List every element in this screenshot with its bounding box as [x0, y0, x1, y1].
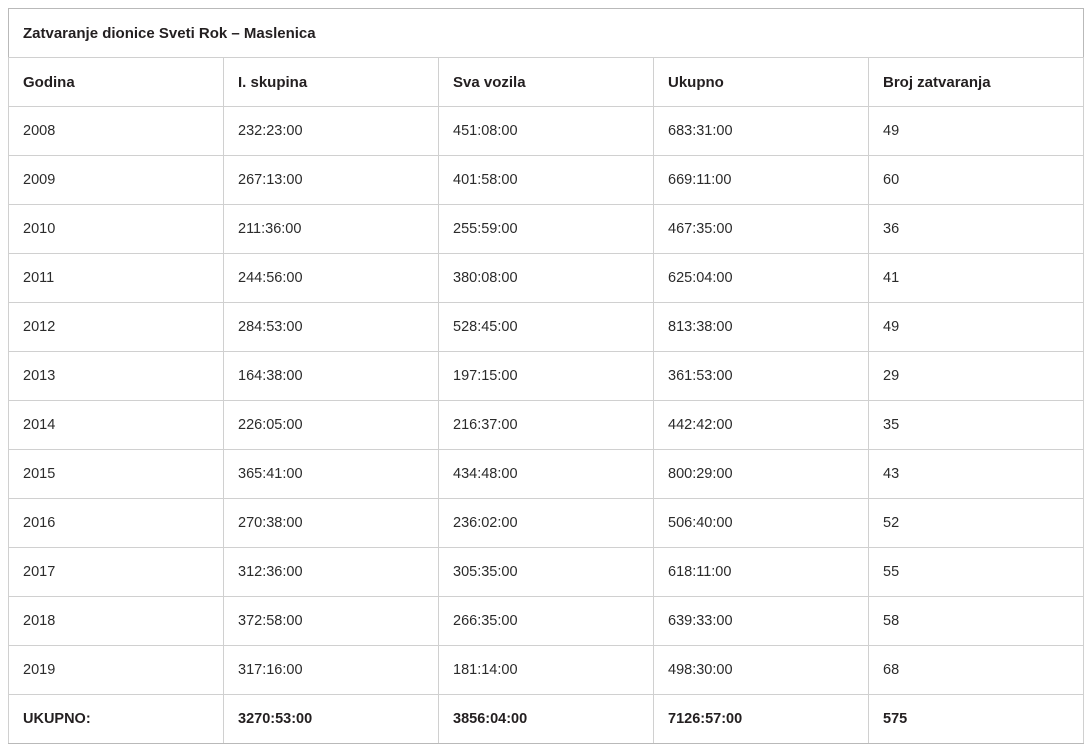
cell-sva-vozila: 197:15:00: [439, 352, 654, 401]
cell-godina: 2017: [9, 548, 224, 597]
cell-broj-zatvaranja: 68: [869, 646, 1084, 695]
table-body: [9, 9, 1084, 744]
table-caption-row: [9, 9, 1084, 58]
cell-godina: 2015: [9, 450, 224, 499]
cell-sva-vozila: 266:35:00: [439, 597, 654, 646]
table-row: [9, 107, 1084, 156]
cell-sva-vozila: 216:37:00: [439, 401, 654, 450]
cell-godina: 2013: [9, 352, 224, 401]
cell-sva-vozila: 255:59:00: [439, 205, 654, 254]
table-caption: Zatvaranje dionice Sveti Rok – Maslenica: [9, 9, 1084, 58]
cell-broj-zatvaranja: 60: [869, 156, 1084, 205]
cell-total-ukupno: 7126:57:00: [654, 695, 869, 744]
cell-ukupno: 683:31:00: [654, 107, 869, 156]
cell-i-skupina: 244:56:00: [224, 254, 439, 303]
cell-godina: 2016: [9, 499, 224, 548]
cell-godina: 2011: [9, 254, 224, 303]
cell-godina: 2008: [9, 107, 224, 156]
cell-total-sva-vozila: 3856:04:00: [439, 695, 654, 744]
cell-sva-vozila: 401:58:00: [439, 156, 654, 205]
cell-godina: 2010: [9, 205, 224, 254]
cell-ukupno: 639:33:00: [654, 597, 869, 646]
cell-broj-zatvaranja: 41: [869, 254, 1084, 303]
cell-sva-vozila: 181:14:00: [439, 646, 654, 695]
cell-i-skupina: 211:36:00: [224, 205, 439, 254]
cell-sva-vozila: 236:02:00: [439, 499, 654, 548]
cell-ukupno: 442:42:00: [654, 401, 869, 450]
cell-broj-zatvaranja: 49: [869, 107, 1084, 156]
cell-sva-vozila: 380:08:00: [439, 254, 654, 303]
cell-ukupno: 625:04:00: [654, 254, 869, 303]
cell-broj-zatvaranja: 29: [869, 352, 1084, 401]
table-row: [9, 205, 1084, 254]
cell-i-skupina: 372:58:00: [224, 597, 439, 646]
column-header-ukupno: Ukupno: [654, 58, 869, 107]
cell-i-skupina: 267:13:00: [224, 156, 439, 205]
cell-broj-zatvaranja: 55: [869, 548, 1084, 597]
column-header-sva-vozila: Sva vozila: [439, 58, 654, 107]
table-row: [9, 450, 1084, 499]
cell-ukupno: 361:53:00: [654, 352, 869, 401]
cell-ukupno: 618:11:00: [654, 548, 869, 597]
cell-sva-vozila: 434:48:00: [439, 450, 654, 499]
cell-total-broj-zatvaranja: 575: [869, 695, 1084, 744]
table-row: [9, 548, 1084, 597]
cell-godina: 2019: [9, 646, 224, 695]
cell-godina: 2018: [9, 597, 224, 646]
table-row: [9, 156, 1084, 205]
cell-godina: 2009: [9, 156, 224, 205]
table-row: [9, 597, 1084, 646]
table-total-row: [9, 695, 1084, 744]
cell-broj-zatvaranja: 35: [869, 401, 1084, 450]
cell-ukupno: 467:35:00: [654, 205, 869, 254]
cell-i-skupina: 232:23:00: [224, 107, 439, 156]
column-header-godina: Godina: [9, 58, 224, 107]
cell-broj-zatvaranja: 36: [869, 205, 1084, 254]
cell-broj-zatvaranja: 52: [869, 499, 1084, 548]
cell-i-skupina: 226:05:00: [224, 401, 439, 450]
cell-ukupno: 498:30:00: [654, 646, 869, 695]
cell-i-skupina: 365:41:00: [224, 450, 439, 499]
table-row: [9, 254, 1084, 303]
table-row: [9, 499, 1084, 548]
column-header-i-skupina: I. skupina: [224, 58, 439, 107]
cell-i-skupina: 284:53:00: [224, 303, 439, 352]
cell-godina: 2014: [9, 401, 224, 450]
cell-ukupno: 669:11:00: [654, 156, 869, 205]
table-row: [9, 401, 1084, 450]
column-header-broj-zatvaranja: Broj zatvaranja: [869, 58, 1084, 107]
cell-sva-vozila: 451:08:00: [439, 107, 654, 156]
table-row: [9, 352, 1084, 401]
table-header-row: [9, 58, 1084, 107]
cell-broj-zatvaranja: 58: [869, 597, 1084, 646]
cell-i-skupina: 317:16:00: [224, 646, 439, 695]
cell-i-skupina: 164:38:00: [224, 352, 439, 401]
cell-ukupno: 800:29:00: [654, 450, 869, 499]
closure-statistics-table: [8, 8, 1084, 744]
cell-i-skupina: 312:36:00: [224, 548, 439, 597]
cell-total-label: UKUPNO:: [9, 695, 224, 744]
cell-total-i-skupina: 3270:53:00: [224, 695, 439, 744]
cell-ukupno: 813:38:00: [654, 303, 869, 352]
cell-broj-zatvaranja: 43: [869, 450, 1084, 499]
cell-godina: 2012: [9, 303, 224, 352]
cell-broj-zatvaranja: 49: [869, 303, 1084, 352]
table-row: [9, 303, 1084, 352]
cell-sva-vozila: 305:35:00: [439, 548, 654, 597]
cell-ukupno: 506:40:00: [654, 499, 869, 548]
cell-sva-vozila: 528:45:00: [439, 303, 654, 352]
cell-i-skupina: 270:38:00: [224, 499, 439, 548]
table-row: [9, 646, 1084, 695]
